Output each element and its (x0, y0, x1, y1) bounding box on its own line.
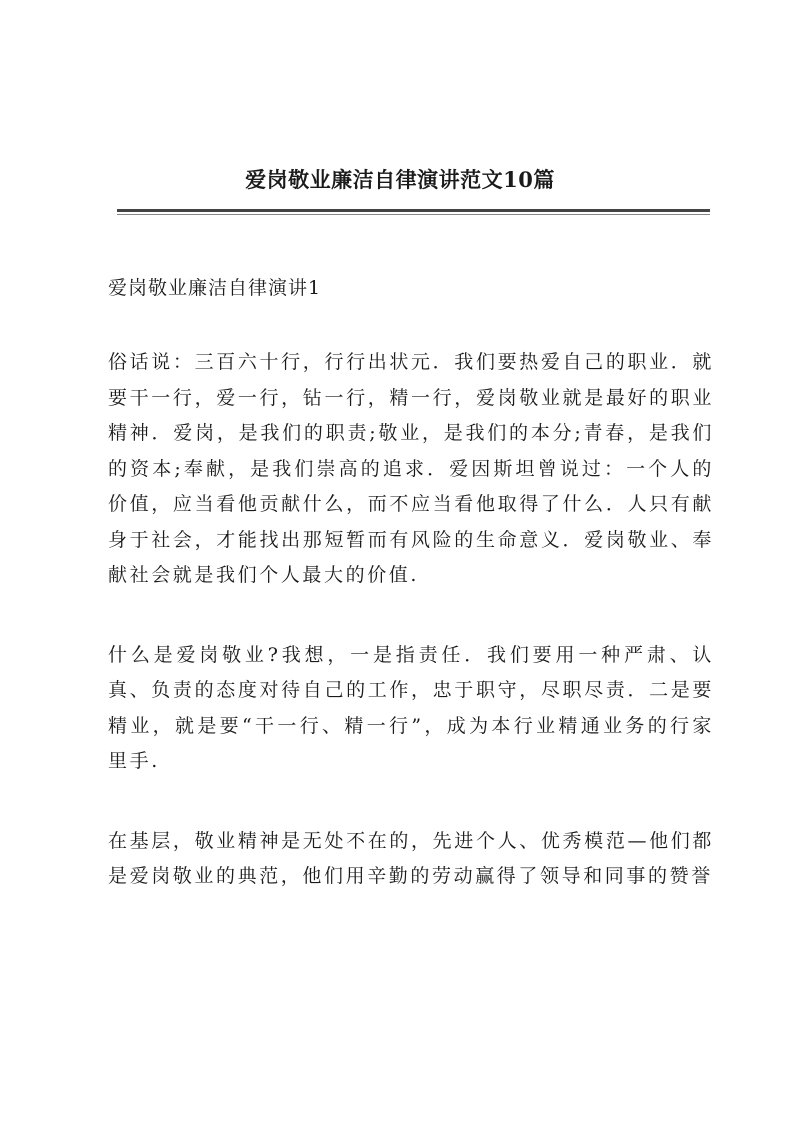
paragraph-2: 什么是爱岗敬业?我想，一是指责任．我们要用一种严肃、认真、负责的态度对待自己的工作，忠于职守，尽职尽责．二是要精业，就是要“干一行、精一行”，成为本行业精通业务的行家里手. (108, 643, 714, 772)
title-divider (117, 209, 710, 212)
paragraph-3: 在基层，敬业精神是无处不在的，先进个人、优秀模范—他们都是爱岗敬业的典范，他们用辛勤的劳动赢得了领导和同事的赞誉 (108, 829, 714, 887)
title-divider-thin (117, 214, 710, 215)
section-heading: 爱岗敬业廉洁自律演讲1 (108, 277, 322, 299)
document-title: 爱岗敬业廉洁自律演讲范文10篇 (245, 167, 555, 192)
paragraph-1: 俗话说：三百六十行，行行出状元．我们要热爱自己的职业．就要干一行，爱一行，钻一行，精一行，爱岗敬业就是最好的职业精神．爱岗，是我们的职责;敬业，是我们的本分;青春，是我们的资本;奉献，是我们崇高的追求．爱因斯坦曾说过：一个人的价值，应当看他贡献什么，而不应当看他取得了什么．人只有献身于社会，才能找出那短暂而有风险的生命意义．爱岗敬业、奉献社会就是我们个人最大的价值. (108, 351, 714, 586)
document-body (108, 272, 714, 939)
